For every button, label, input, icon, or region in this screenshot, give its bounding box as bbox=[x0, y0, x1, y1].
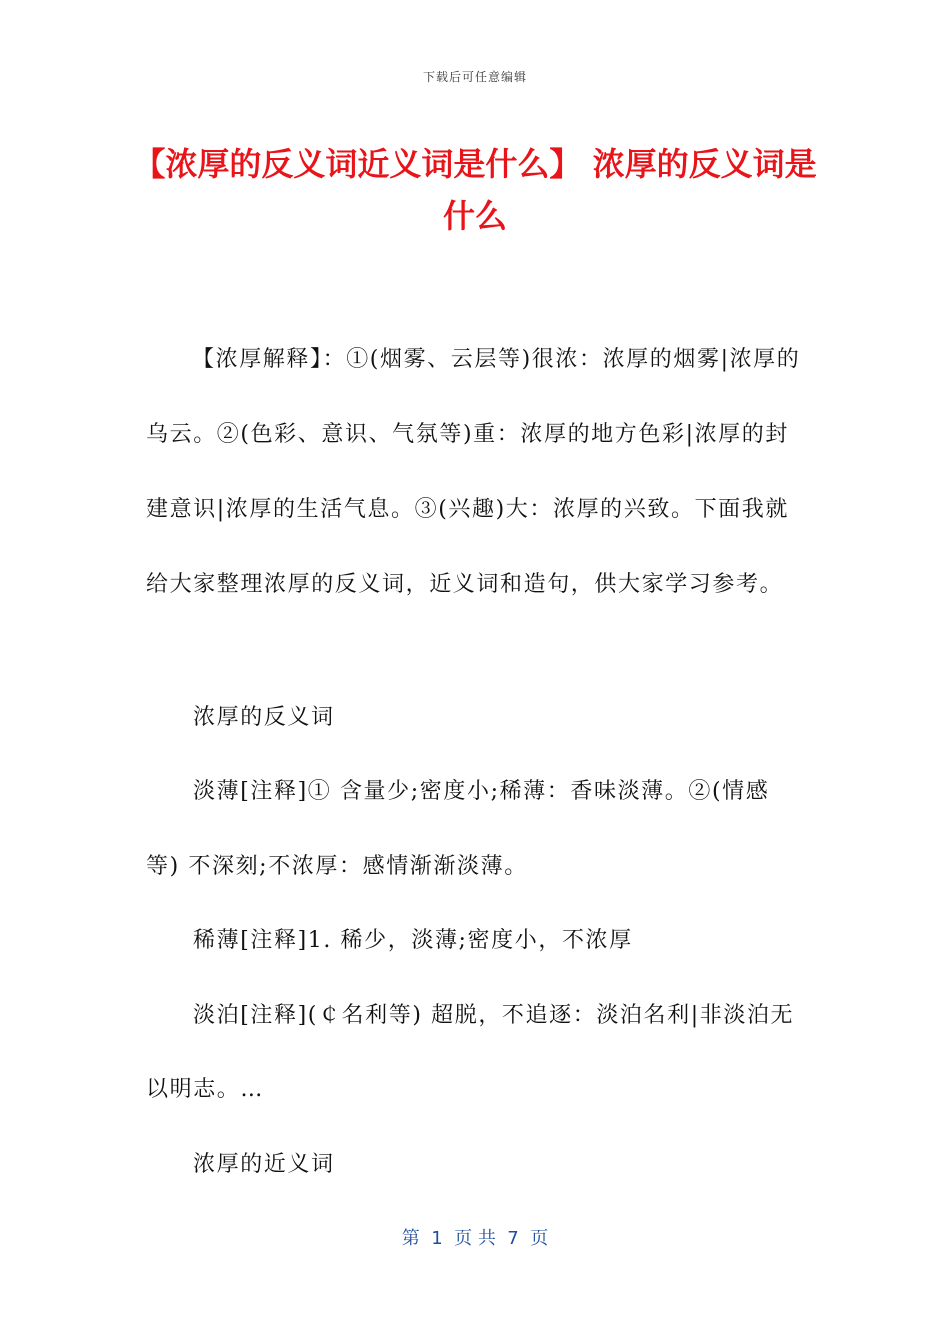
antonym-entry-1-line-2: 等) 不深刻;不浓厚：感情渐渐淡薄。 bbox=[146, 854, 528, 879]
document-title: 【浓厚的反义词近义词是什么】 浓厚的反义词是什么 bbox=[133, 145, 817, 235]
antonym-entry-1-line-1: 淡薄[注释]① 含量少;密度小;稀薄：香味淡薄。②(情感 bbox=[193, 779, 770, 804]
antonym-entry-3-line-2: 以明志。… bbox=[146, 1077, 265, 1102]
section-heading-synonyms: 浓厚的近义词 bbox=[193, 1152, 335, 1177]
antonym-entry-3-line-1: 淡泊[注释](￠名利等) 超脱，不追逐：淡泊名利|非淡泊无 bbox=[193, 1003, 795, 1028]
antonym-entry-2: 稀薄[注释]1. 稀少，淡薄;密度小，不浓厚 bbox=[193, 928, 633, 953]
header-note: 下载后可任意编辑 bbox=[422, 70, 527, 84]
intro-paragraph: 【浓厚解释】：①(烟雾、云层等)很浓：浓厚的烟雾|浓厚的乌云。②(色彩、意识、气氛等)重：浓厚的地方色彩|浓厚的封建意识|浓厚的生活气息。③(兴趣)大：浓厚的兴致。下面我就给大家整理浓厚的反义词，近义词和造句，供大家学习参考。 bbox=[146, 347, 801, 597]
page-number-footer: 第 1 页 共 7 页 bbox=[401, 1228, 549, 1249]
section-heading-antonyms: 浓厚的反义词 bbox=[193, 705, 335, 730]
